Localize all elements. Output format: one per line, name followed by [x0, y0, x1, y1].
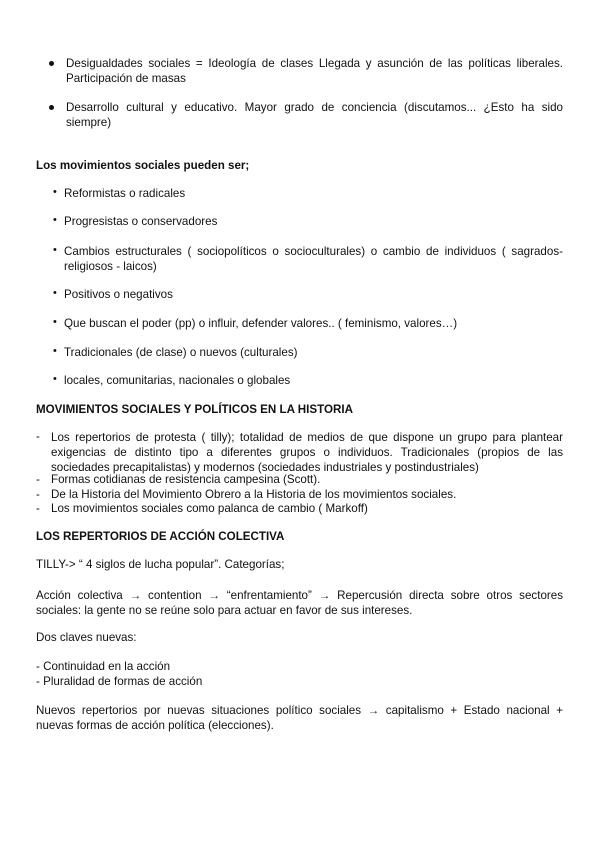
bullet-icon — [49, 105, 54, 110]
historia-item-2: Formas cotidianas de resistencia campesina (Scott). — [51, 473, 321, 486]
repertorios-heading: LOS REPERTORIOS DE ACCIÓN COLECTIVA — [36, 530, 285, 543]
historia-item-4: Los movimientos sociales como palanca de cambio ( Markoff) — [51, 502, 368, 515]
tipo-item-4: Positivos o negativos — [64, 288, 173, 301]
bullet-icon: • — [53, 345, 57, 357]
movimientos-heading: Los movimientos sociales pueden ser; — [36, 159, 250, 172]
bullet-icon: • — [53, 244, 57, 256]
tipo-item-2: Progresistas o conservadores — [64, 215, 218, 228]
nuevos-paragraph: Nuevos repertorios por nuevas situaciones político sociales → capitalismo + Estado nacional + nuevas formas de acción política (elecciones). — [36, 704, 563, 732]
historia-heading: MOVIMIENTOS SOCIALES Y POLÍTICOS EN LA HISTORIA — [36, 403, 353, 416]
clave-item-2: - Pluralidad de formas de acción — [36, 675, 203, 688]
dash-marker: - — [36, 502, 40, 515]
historia-item-3: De la Historia del Movimiento Obrero a la Historia de los movimientos sociales. — [51, 488, 457, 501]
clave-item-1: - Continuidad en la acción — [36, 660, 171, 673]
tipo-item-6: Tradicionales (de clase) o nuevos (culturales) — [64, 346, 298, 359]
claves-heading: Dos claves nuevas: — [36, 631, 137, 644]
bullet-icon — [49, 61, 54, 66]
top-bullet-1: Desigualdades sociales = Ideología de clases Llegada y asunción de las políticas liberales. Participación de masas — [66, 57, 563, 85]
bullet-icon: • — [53, 373, 57, 385]
bullet-icon: • — [53, 316, 57, 328]
bullet-icon: • — [53, 287, 57, 299]
accion-paragraph: Acción colectiva → contention → “enfrentamiento” → Repercusión directa sobre otros sectores sociales: la gente no se reúne solo para actuar en favor de sus intereses. — [36, 589, 563, 617]
historia-item-1: Los repertorios de protesta ( tilly); totalidad de medios de que dispone un grupo para plantear exigencias de distinto tipo a diferentes grupos o individuos. Tradicionales (propios de las sociedades precapitalistas) y modernos (sociedades industriales y postindustriales) — [51, 431, 563, 474]
tilly-line: TILLY-> “ 4 siglos de lucha popular”. Categorías; — [36, 558, 285, 571]
top-bullet-2: Desarrollo cultural y educativo. Mayor grado de conciencia (discutamos... ¿Esto ha sido siempre) — [66, 101, 563, 129]
dash-marker: - — [36, 473, 40, 486]
dash-marker: - — [36, 488, 40, 501]
tipo-item-1: Reformistas o radicales — [64, 187, 186, 200]
bullet-icon: • — [53, 186, 57, 198]
dash-marker: - — [36, 430, 40, 443]
tipo-item-3: Cambios estructurales ( sociopolíticos o socioculturales) o cambio de individuos ( sagrados-religiosos - laicos) — [64, 245, 563, 273]
bullet-icon: • — [53, 214, 57, 226]
tipo-item-7: locales, comunitarias, nacionales o globales — [64, 374, 291, 387]
tipo-item-5: Que buscan el poder (pp) o influir, defender valores.. ( feminismo, valores…) — [64, 317, 458, 330]
